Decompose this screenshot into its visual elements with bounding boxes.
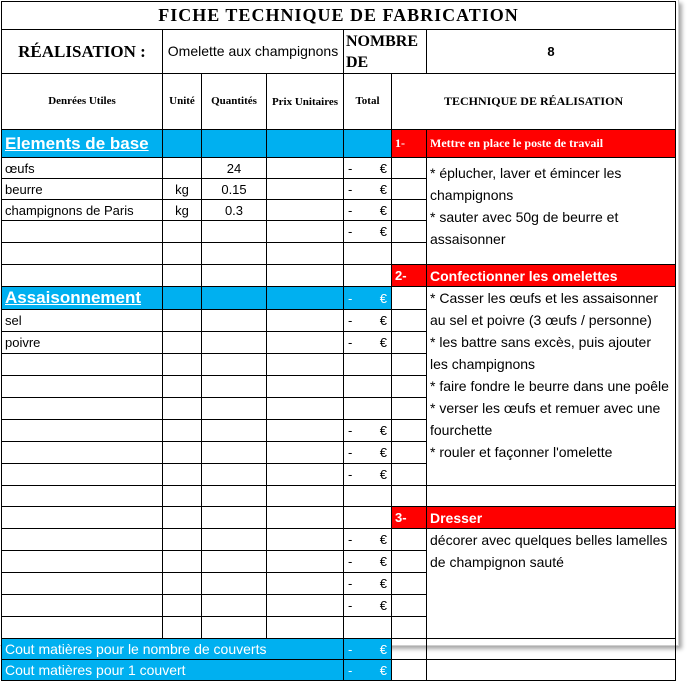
table-cell xyxy=(202,551,267,573)
table-cell xyxy=(202,354,267,376)
table-cell xyxy=(2,420,163,442)
table-cell xyxy=(2,130,163,158)
ingredient-unit: kg xyxy=(163,179,202,200)
table-cell xyxy=(392,442,427,464)
table-cell xyxy=(163,420,202,442)
table-cell xyxy=(163,287,202,310)
ingredient-unit: kg xyxy=(163,200,202,221)
table-cell xyxy=(163,486,202,507)
realisation-label: RÉALISATION : xyxy=(2,30,163,74)
table-cell xyxy=(202,287,267,310)
table-cell xyxy=(267,200,344,221)
table-cell xyxy=(2,243,163,265)
table-cell xyxy=(163,243,202,265)
table-cell xyxy=(202,310,267,332)
table-cell xyxy=(163,130,202,158)
table-cell xyxy=(163,573,202,595)
section-assaisonnement: Assaisonnement xyxy=(5,288,142,307)
table-cell: - € xyxy=(344,200,392,221)
table-cell xyxy=(267,617,344,639)
table-cell xyxy=(392,158,427,179)
table-cell xyxy=(2,486,163,507)
table-cell xyxy=(2,398,163,420)
table-cell xyxy=(344,486,392,507)
ingredient-name: champignons de Paris xyxy=(2,200,163,221)
header-technique: TECHNIQUE DE RÉALISATION xyxy=(392,74,676,130)
table-cell xyxy=(344,507,392,529)
table-cell: - € xyxy=(344,573,392,595)
table-cell xyxy=(202,617,267,639)
table-cell xyxy=(392,200,427,221)
table-cell xyxy=(163,398,202,420)
table-cell xyxy=(202,332,267,354)
table-cell xyxy=(202,486,267,507)
table-cell xyxy=(2,595,163,617)
table-cell xyxy=(344,243,392,265)
table-cell xyxy=(202,130,267,158)
table-cell xyxy=(163,310,202,332)
table-cell xyxy=(344,398,392,420)
table-cell: - € xyxy=(344,442,392,464)
table-cell xyxy=(163,354,202,376)
table-cell xyxy=(392,287,427,310)
table-cell xyxy=(267,551,344,573)
table-cell xyxy=(2,376,163,398)
table-cell xyxy=(392,486,427,507)
section-elements-de-base: Elements de base xyxy=(5,133,149,153)
table-cell: - € xyxy=(344,551,392,573)
step-1-number: 1- xyxy=(392,130,427,158)
table-cell xyxy=(392,464,427,486)
cout-unit-label: Cout matières pour 1 couvert xyxy=(2,660,344,681)
table-cell xyxy=(202,420,267,442)
table-cell xyxy=(267,486,344,507)
step-1-text: * éplucher, laver et émincer les champignons * sauter avec 50g de beurre et assaisonner xyxy=(427,158,676,265)
table-cell xyxy=(163,265,202,287)
table-cell xyxy=(202,376,267,398)
table-cell: - € xyxy=(344,529,392,551)
table-cell xyxy=(427,486,676,507)
ingredient-qty: 0.3 xyxy=(202,200,267,221)
header-unite: Unité xyxy=(163,74,202,130)
table-cell xyxy=(202,507,267,529)
table-cell xyxy=(202,573,267,595)
table-cell xyxy=(392,529,427,551)
table-cell xyxy=(163,332,202,354)
table-cell xyxy=(392,398,427,420)
page-title: FICHE TECHNIQUE DE FABRICATION xyxy=(2,2,676,30)
table-cell xyxy=(2,221,163,243)
table-cell xyxy=(267,398,344,420)
table-cell xyxy=(202,398,267,420)
ingredient-qty: 0.15 xyxy=(202,179,267,200)
header-quantites: Quantités xyxy=(202,74,267,130)
table-cell xyxy=(202,464,267,486)
table-cell xyxy=(267,332,344,354)
table-cell xyxy=(202,221,267,243)
table-cell: - € xyxy=(344,221,392,243)
table-cell xyxy=(163,595,202,617)
table-cell xyxy=(392,551,427,573)
table-cell xyxy=(267,310,344,332)
table-cell xyxy=(267,243,344,265)
table-cell xyxy=(427,660,676,681)
nombre-label: NOMBRE DE xyxy=(344,30,427,74)
step-2-title: Confectionner les omelettes xyxy=(427,265,676,287)
table-cell xyxy=(163,551,202,573)
table-cell xyxy=(267,354,344,376)
table-cell xyxy=(392,221,427,243)
table-cell xyxy=(202,529,267,551)
nombre-value: 8 xyxy=(427,30,676,74)
table-cell xyxy=(163,529,202,551)
table-cell xyxy=(267,287,344,310)
table-cell: - € xyxy=(344,660,392,681)
header-total: Total xyxy=(344,74,392,130)
table-cell xyxy=(2,529,163,551)
table-cell xyxy=(202,442,267,464)
table-cell xyxy=(267,179,344,200)
ingredient-name: poivre xyxy=(2,332,163,354)
table-cell xyxy=(392,660,427,681)
table-cell xyxy=(2,442,163,464)
table-cell xyxy=(267,595,344,617)
table-cell xyxy=(163,464,202,486)
table-cell xyxy=(344,265,392,287)
table-cell xyxy=(392,332,427,354)
table-cell xyxy=(267,158,344,179)
table-cell xyxy=(163,507,202,529)
table-cell xyxy=(267,376,344,398)
step-3-number: 3- xyxy=(392,507,427,529)
table-cell xyxy=(427,639,676,660)
table-cell xyxy=(202,595,267,617)
step-3-text: décorer avec quelques belles lamelles de champignon sauté xyxy=(427,529,676,639)
table-cell xyxy=(267,507,344,529)
table-cell xyxy=(163,158,202,179)
table-cell xyxy=(2,573,163,595)
table-cell xyxy=(267,464,344,486)
table-cell xyxy=(163,617,202,639)
table-cell: - € xyxy=(344,158,392,179)
table-cell: - € xyxy=(344,639,392,660)
cout-total-label: Cout matières pour le nombre de couverts xyxy=(2,639,344,660)
table-cell xyxy=(267,529,344,551)
ingredient-qty: 24 xyxy=(202,158,267,179)
table-cell: - € xyxy=(344,310,392,332)
table-cell xyxy=(392,420,427,442)
table-cell xyxy=(2,617,163,639)
table-cell xyxy=(392,573,427,595)
step-2-number: 2- xyxy=(392,265,427,287)
table-cell xyxy=(267,130,344,158)
table-cell xyxy=(202,265,267,287)
table-cell xyxy=(267,420,344,442)
ingredient-name: beurre xyxy=(2,179,163,200)
table-cell xyxy=(392,639,427,660)
table-cell xyxy=(392,310,427,332)
table-cell xyxy=(2,354,163,376)
recipe-table xyxy=(1,1,676,681)
table-cell xyxy=(267,573,344,595)
table-cell xyxy=(2,507,163,529)
table-cell xyxy=(267,442,344,464)
ingredient-name: œufs xyxy=(2,158,163,179)
ingredient-name: sel xyxy=(2,310,163,332)
dish-name: Omelette aux champignons xyxy=(163,30,344,74)
table-cell xyxy=(344,376,392,398)
table-cell xyxy=(202,243,267,265)
step-2-text: * Casser les œufs et les assaisonner au sel et poivre (3 œufs / personne) * les battre sans excès, puis ajouter les champignons * faire fondre le beurre dans une poêle * verser les œufs et remuer avec une fourchette * rouler et façonner l'omelette xyxy=(427,287,676,486)
table-cell xyxy=(392,243,427,265)
table-cell xyxy=(2,464,163,486)
table-cell: - € xyxy=(344,179,392,200)
table-cell xyxy=(163,221,202,243)
table-cell xyxy=(344,130,392,158)
table-cell xyxy=(392,595,427,617)
table-cell xyxy=(163,376,202,398)
header-denrees: Denrées Utiles xyxy=(2,74,163,130)
table-cell xyxy=(2,265,163,287)
table-cell xyxy=(344,354,392,376)
table-cell: - € xyxy=(344,464,392,486)
table-cell xyxy=(392,179,427,200)
header-prix: Prix Unitaires xyxy=(267,74,344,130)
table-cell xyxy=(2,287,163,310)
table-cell xyxy=(2,551,163,573)
table-cell xyxy=(163,442,202,464)
table-cell xyxy=(392,354,427,376)
step-3-title: Dresser xyxy=(427,507,676,529)
step-1-title: Mettre en place le poste de travail xyxy=(427,130,676,158)
table-cell xyxy=(392,376,427,398)
table-cell xyxy=(344,617,392,639)
table-cell xyxy=(392,617,427,639)
table-cell: - € xyxy=(344,332,392,354)
table-cell xyxy=(267,221,344,243)
table-cell xyxy=(267,265,344,287)
table-cell: - € xyxy=(344,287,392,310)
table-cell: - € xyxy=(344,420,392,442)
table-cell: - € xyxy=(344,595,392,617)
